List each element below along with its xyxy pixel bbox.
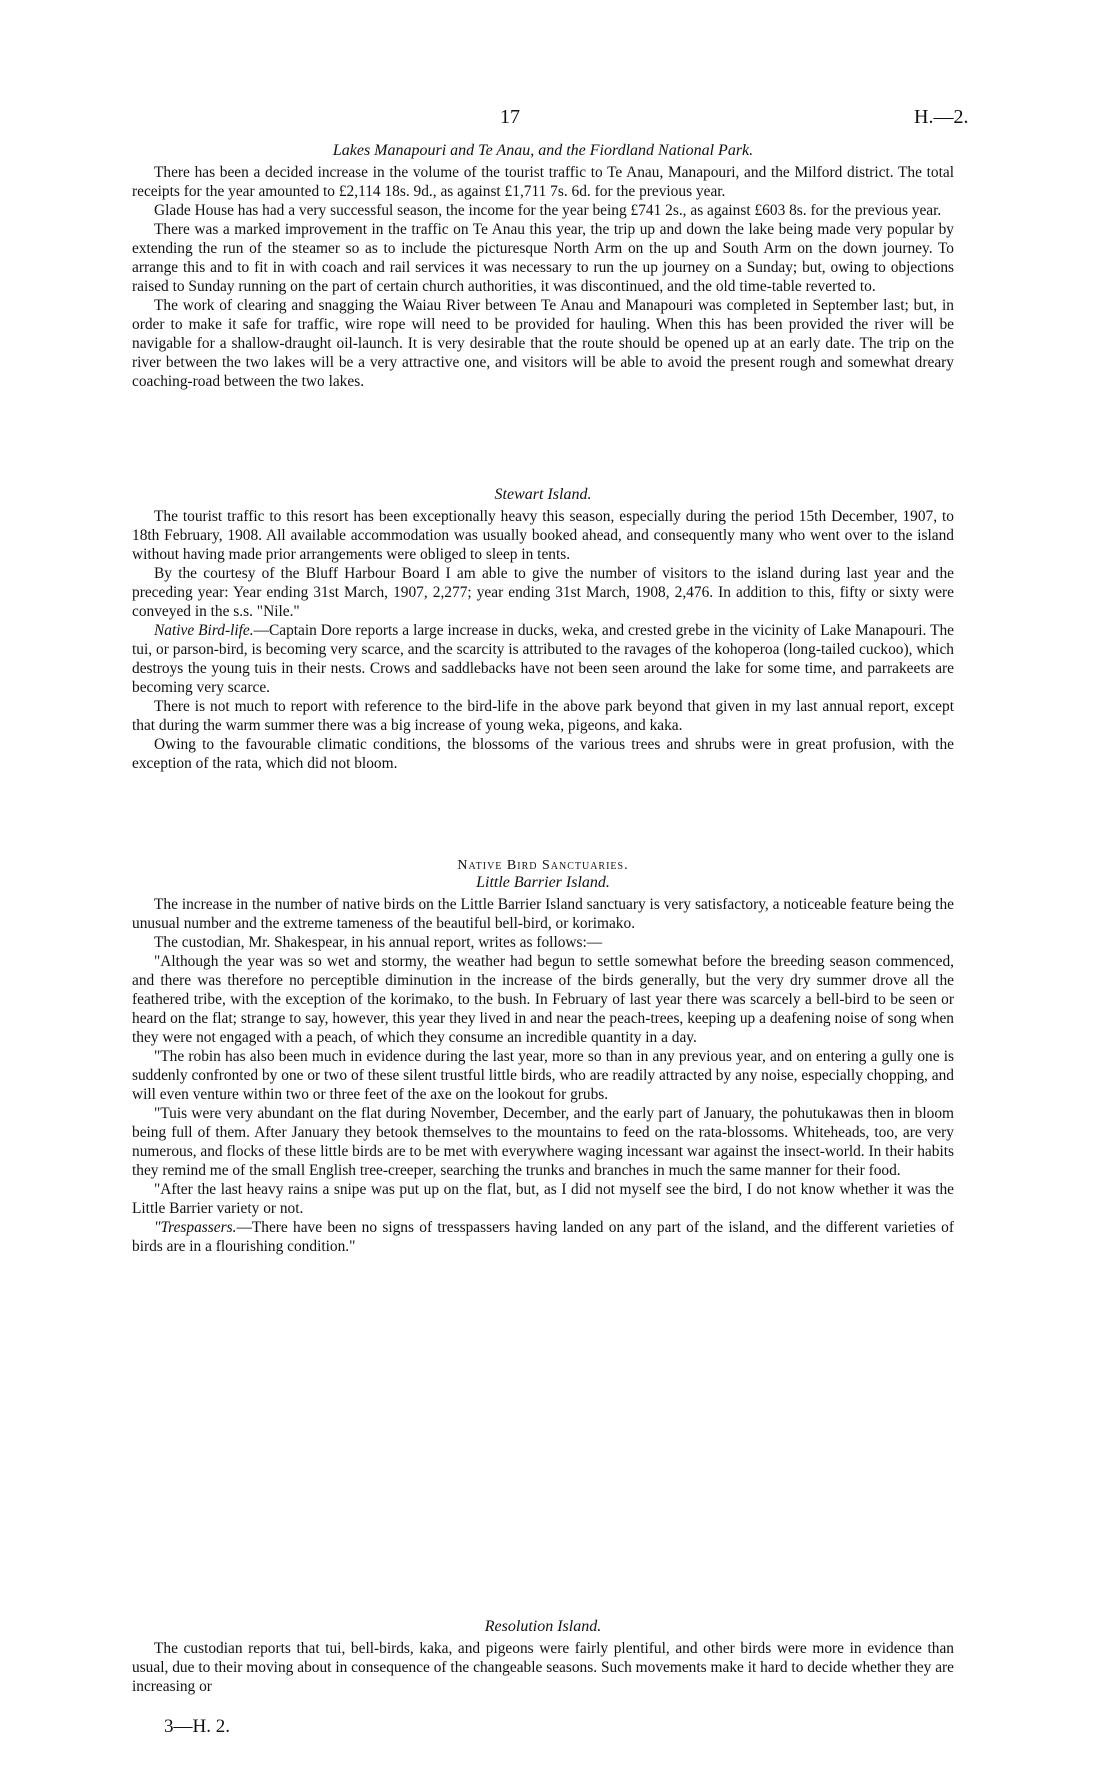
paragraph: The increase in the number of native birds on the Little Barrier Island sanctuary is very satisfactory, a noticeable feature being the unusual number and the extreme tameness of the beautiful bell-bird, or korimako.	[132, 896, 954, 932]
paragraph: The work of clearing and snagging the Waiau River between Te Anau and Manapouri was completed in September last; but, in order to make it safe for traffic, wire rope will need to be provided for hauling. When this has been provided the river will be navigable for a shallow-draught oil-launch. It is very desirable that the route should be opened up at an early date. The trip on the river between the two lakes will be a very attractive one, and visitors will be able to avoid the present rough and somewhat dreary coaching-road between the two lakes.	[132, 297, 954, 390]
paragraph: Owing to the favourable climatic conditions, the blossoms of the various trees and shrubs were in great profusion, with the exception of the rata, which did not bloom.	[132, 736, 954, 772]
section-resolution-island	[132, 1618, 954, 1696]
section-heading: Stewart Island.	[494, 486, 592, 503]
paragraph-lead: Native Bird-life.	[154, 622, 254, 639]
section-lakes-manapouri	[132, 142, 954, 391]
paragraph: Glade House has had a very successful season, the income for the year being £741 2s., as against £603 8s. for the previous year.	[154, 202, 942, 219]
section-stewart-island	[132, 486, 954, 773]
paragraph-body: —Captain Dore reports a large increase in ducks, weka, and crested grebe in the vicinity of Lake Manapouri. The tui, or parson-bird, is becoming very scarce, and the scarcity is attributed to the ravages of the kohoperoa (long-tailed cuckoo), which destroys the young tuis in their nests. Crows and saddlebacks have not been seen around the lake for some time, and parrakeets are becoming very scarce.	[132, 622, 954, 696]
paragraph: "After the last heavy rains a snipe was put up on the flat, but, as I did not myself see the bird, I do not know whether it was the Little Barrier variety or not.	[132, 1181, 954, 1217]
section-subheading: Little Barrier Island.	[476, 874, 610, 891]
section-heading: Native Bird Sanctuaries.	[457, 858, 629, 873]
paragraph: "The robin has also been much in evidence during the last year, more so than in any previous year, and on entering a gully one is suddenly confronted by one or two of these silent trustful little birds, who are readily attracted by any noise, especially chopping, and will even venture within two or three feet of the axe on the lookout for grubs.	[132, 1048, 954, 1103]
section-heading: Lakes Manapouri and Te Anau, and the Fiordland National Park.	[332, 142, 754, 159]
paragraph-body: —There have been no signs of tresspassers having landed on any part of the island, and the different varieties of birds are in a flourishing condition."	[132, 1219, 954, 1255]
paragraph: The custodian, Mr. Shakespear, in his annual report, writes as follows:—	[154, 934, 603, 951]
paragraph: There is not much to report with reference to the bird-life in the above park beyond that given in my last annual report, except that during the warm summer there was a big increase of young weka, pigeons, and kaka.	[132, 698, 954, 734]
paragraph: By the courtesy of the Bluff Harbour Board I am able to give the number of visitors to the island during last year and the preceding year: Year ending 31st March, 1907, 2,277; year ending 31st March, 1908, 2,476. In addition to this, fifty or sixty were conveyed in the s.s. "Nile."	[132, 565, 954, 620]
paragraph: "Tuis were very abundant on the flat during November, December, and the early part of January, the pohutukawas then in bloom being full of them. After January they betook themselves to the mountains to feed on the rata-blossoms. Whiteheads, too, are very numerous, and flocks of these little birds are to be met with everywhere waging incessant war against the insect-world. In their habits they remind me of the small English tree-creeper, searching the trunks and branches in much the same manner for their food.	[132, 1105, 954, 1179]
paragraph: The custodian reports that tui, bell-birds, kaka, and pigeons were fairly plentiful, and other birds were more in evidence than usual, due to their moving about in consequence of the changeable seasons. Such movements make it hard to decide whether they are increasing or	[132, 1640, 954, 1695]
paragraph: There was a marked improvement in the traffic on Te Anau this year, the trip up and down the lake being made very popular by extending the run of the steamer so as to include the picturesque North Arm on the up and South Arm on the down journey. To arrange this and to fit in with coach and rail services it was necessary to run the up journey on a Sunday; but, owing to objections raised to Sunday running on the part of certain church authorities, it was discontinued, and the old time-table reverted to.	[132, 221, 954, 295]
section-native-bird-sanctuaries	[132, 858, 954, 1256]
paragraph: There has been a decided increase in the volume of the tourist traffic to Te Anau, Manapouri, and the Milford district. The total receipts for the year amounted to £2,114 18s. 9d., as against £1,711 7s. 6d. for the previous year.	[132, 164, 954, 200]
paragraph: "Although the year was so wet and stormy, the weather had begun to settle somewhat before the breeding season commenced, and there was therefore no perceptible diminution in the increase of the birds generally, but the very dry summer drove all the feathered tribe, with the exception of the korimako, to the bush. In February of last year there was scarcely a bell-bird to be seen or heard on the flat; strange to say, however, this year they lived in and near the peach-trees, keeping up a deafening noise of song when they were not engaged with a peach, of which they consume an incredible quantity in a day.	[132, 953, 954, 1046]
paragraph-lead: "Trespassers.	[154, 1219, 237, 1236]
page-number: 17	[500, 106, 520, 128]
document-code: H.—2.	[914, 106, 969, 128]
paragraph	[132, 621, 954, 697]
footer-signature: 3—H. 2.	[164, 1716, 230, 1737]
paragraph	[132, 1218, 954, 1256]
section-heading: Resolution Island.	[484, 1618, 602, 1635]
paragraph: The tourist traffic to this resort has been exceptionally heavy this season, especially during the period 15th December, 1907, to 18th February, 1908. All available accommodation was usually booked ahead, and consequently many who went over to the island without having made prior arrangements were obliged to sleep in tents.	[132, 508, 954, 563]
